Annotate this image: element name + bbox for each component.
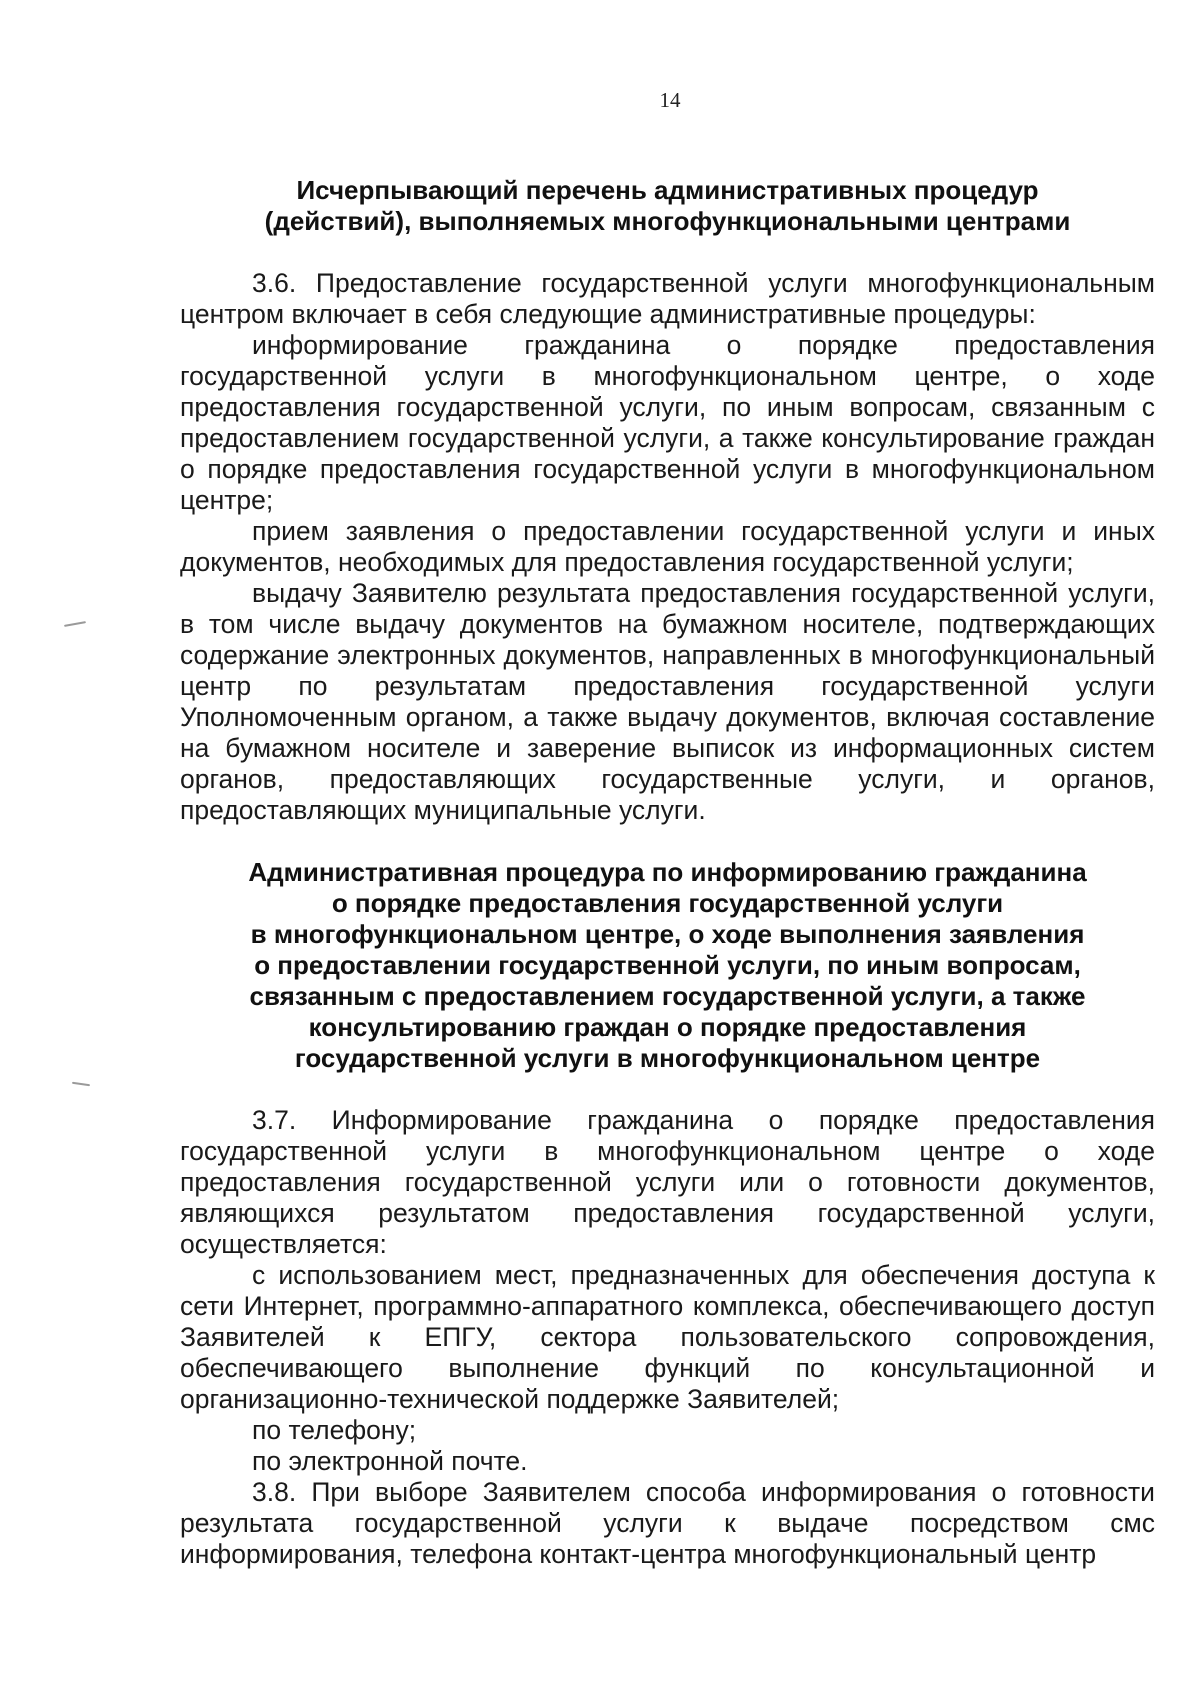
section-heading [180,175,1155,237]
paragraph: информирование гражданина о порядке предоставления государственной услуги в многофункциональном центре, о ходе предоставления государственной услуги, по иным вопросам, связанным с предоставлением государственной услуги, а также консультирование граждан о порядке предоставления государственной услуги в многофункциональном центре; [180,330,1155,515]
scan-artifact-mark [72,1082,90,1086]
paragraph: выдачу Заявителю результата предоставления государственной услуги, в том числе выдачу документов на бумажном носителе, подтверждающих содержание электронных документов, направленных в многофункциональный центр по результатам предоставления государственной услуги Уполномоченным органом, а также выдачу документов, включая составление на бумажном носителе и заверение выписок из информационных систем органов, предоставляющих государственные услуги, и органов, предоставляющих муниципальные услуги. [180,578,1155,825]
heading-line: в многофункциональном центре, о ходе выполнения заявления [250,919,1085,949]
heading-line: связанным с предоставлением государственной услуги, а также [249,981,1086,1011]
paragraph: 3.6. Предоставление государственной услуги многофункциональным центром включает в себя следующие административные процедуры: [180,268,1155,329]
paragraph: 3.7. Информирование гражданина о порядке предоставления государственной услуги в многофункциональном центре о ходе предоставления государственной услуги или о готовности документов, являющихся результатом предоставления государственной услуги, осуществляется: [180,1105,1155,1259]
heading-line: о предоставлении государственной услуги, по иным вопросам, [254,950,1081,980]
heading-line: консультированию граждан о порядке предоставления [308,1012,1027,1042]
page-number: 14 [659,88,681,112]
paragraph: 3.8. При выборе Заявителем способа информирования о готовности результата государственной услуги к выдаче посредством смс информирования, телефона контакт-центра многофункциональный центр [180,1477,1155,1569]
paragraph: по электронной почте. [252,1446,528,1476]
heading-line: о порядке предоставления государственной услуги [331,888,1004,918]
paragraph: прием заявления о предоставлении государственной услуги и иных документов, необходимых для предоставления государственной услуги; [180,516,1155,577]
heading-line: (действий), выполняемых многофункциональными центрами [264,206,1071,236]
document-body [180,175,1155,1570]
heading-line: Исчерпывающий перечень административных процедур [296,175,1039,205]
section-heading [180,857,1155,1074]
scan-artifact-mark [64,621,86,627]
paragraph: с использованием мест, предназначенных для обеспечения доступа к сети Интернет, программно-аппаратного комплекса, обеспечивающего доступ Заявителей к ЕПГУ, сектора пользовательского сопровождения, обеспечивающего выполнение функций по консультационной и организационно-технической поддержке Заявителей; [180,1260,1155,1414]
heading-line: государственной услуги в многофункциональном центре [294,1043,1041,1073]
heading-line: Административная процедура по информированию гражданина [248,857,1087,887]
paragraph: по телефону; [252,1415,417,1445]
